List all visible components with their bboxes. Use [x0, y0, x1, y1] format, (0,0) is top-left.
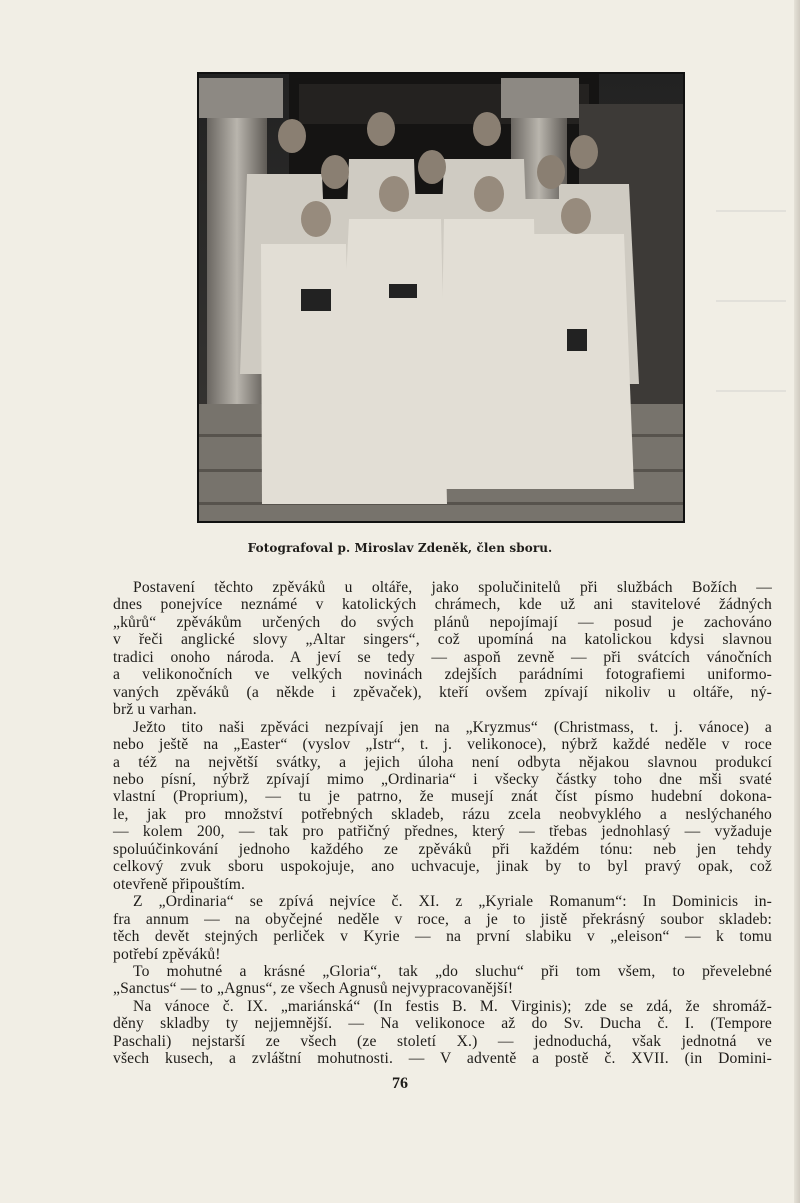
text-line: Paschali) nejstarší ze všech (ze století X.) — jednoduchá, však jednotná ve	[113, 1032, 772, 1050]
text-line: Na vánoce č. IX. „mariánská“ (In festis B. M. Virginis); zde se zdá, že shromáž-	[133, 997, 772, 1015]
text-line: Ježto tito naši zpěváci nezpívají jen na „Kryzmus“ (Christmass, t. j. vánoce) a	[133, 718, 772, 736]
text-line: a velikonočních ve velkých novinách zdejších parádními fotografiemi uniformo-	[113, 666, 772, 684]
bleed-through-mark	[716, 300, 786, 302]
text-line: Postavení těchto zpěváků u oltáře, jako spolučinitelů při službách Božích —	[133, 579, 772, 596]
text-line: „Sanctus“ — to „Agnus“, ze všech Agnusů nejvypracovanější!	[113, 980, 514, 998]
text-line: „kůrů“ zpěvákům určených do svých plánů nepojímají — posud je zachováno	[113, 613, 772, 631]
text-line: le, jak pro množství potřebných skladeb, rázu zcela neobvyklého a neslýchaného	[113, 805, 772, 823]
text-line: nebo písní, nýbrž zpívají mimo „Ordinaria“ i všecky částky toho dne mši svaté	[113, 770, 772, 788]
text-line: nebo ještě na „Easter“ (vyslov „Istr“, t. j. velikonoce), nýbrž každé neděle v roce	[113, 736, 772, 754]
text-line: otevřeně připouštím.	[113, 875, 246, 893]
article-body	[113, 579, 772, 1068]
text-line: dnes ponejvíce neznámé v katolických chrámech, kde už ani stavitelové žádných	[113, 596, 772, 614]
text-line: vaných zpěváků (a někde i zpěvaček), kteří ovšem zpívají nikoliv u oltáře, ný-	[113, 683, 772, 701]
page-edge	[794, 0, 800, 1203]
text-line: potřebí zpěváků!	[113, 945, 221, 963]
text-line: vlastní (Proprium), — tu je patrno, že musejí znát číst písmo hudební dokona-	[113, 788, 772, 806]
text-line: fra annum — na obyčejné neděle v roce, a je to jistě překrásný soubor skladeb:	[113, 910, 772, 928]
text-line: To mohutné a krásné „Gloria“, tak „do sluchu“ při tom všem, to převelebné	[133, 962, 772, 980]
text-line: všech kusech, a zvláštní mohutnosti. — V adventě a postě č. XVII. (in Domini-	[113, 1050, 772, 1068]
text-line: celkový zvuk sboru uspokojuje, ano uchvacuje, jinak by to byl pravý opak, což	[113, 858, 772, 876]
text-line: — kolem 200, — tak pro patřičný přednes, který — třebas jednohlasý — vyžaduje	[113, 823, 772, 841]
text-line: Z „Ordinaria“ se zpívá nejvíce č. XI. z „Kyriale Romanum“: In Dominicis in-	[133, 893, 772, 911]
bleed-through-mark	[716, 390, 786, 392]
text-line: děny skladby ty nejjemnější. — Na velikonoce až do Sv. Ducha č. I. (Tempore	[113, 1015, 772, 1033]
text-line: a též na největší svátky, a jejich úloha není odbyta nějakou slavnou produkcí	[113, 753, 772, 771]
text-line: brž u varhan.	[113, 701, 197, 719]
text-line: spoluúčinkování jednoho každého ze zpěváků při každém tónu: neb jen tehdy	[113, 840, 772, 858]
page-number: 76	[392, 1075, 408, 1092]
choir-photograph	[197, 72, 685, 523]
bleed-through-mark	[716, 210, 786, 212]
text-line: tradici onoho národa. A jeví se tedy — aspoň zevně — při svátcích vánočních	[113, 648, 772, 666]
text-line: v řeči anglické slovy „Altar singers“, což upomíná na katolickou kdysi slavnou	[113, 631, 772, 649]
text-line: těch devět stejných perliček v Kyrie — na první slabiku v „eleison“ — k tomu	[113, 928, 772, 946]
photo-caption: Fotografoval p. Miroslav Zdeněk, člen sboru.	[247, 541, 553, 555]
